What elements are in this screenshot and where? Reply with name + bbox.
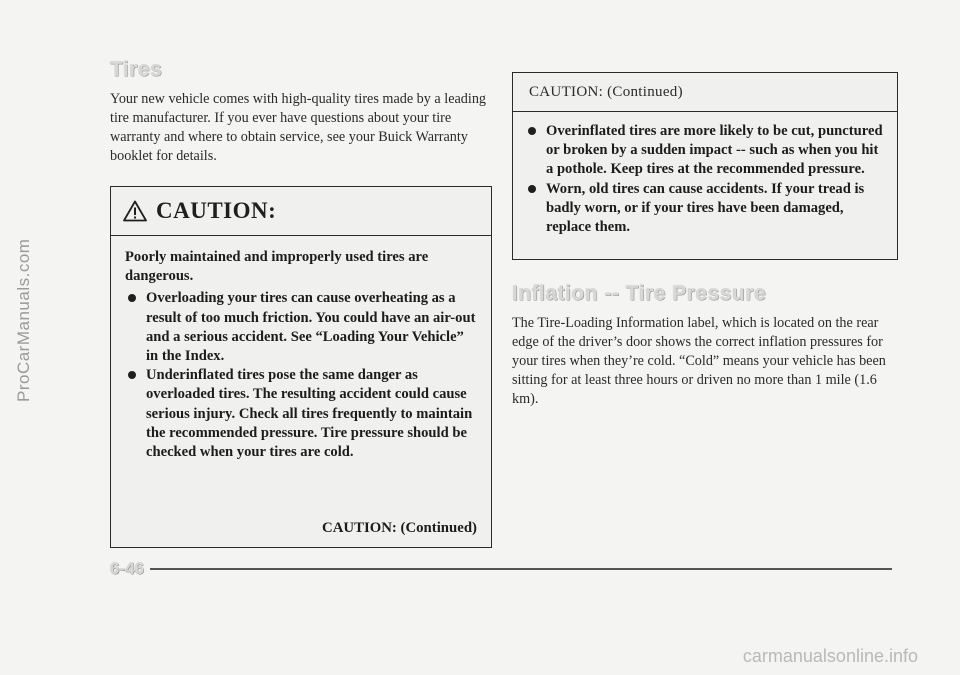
footer-rule <box>150 568 892 570</box>
caution-continued-content <box>513 112 897 237</box>
list-item <box>125 366 479 462</box>
bullet-text: Overloading your tires can cause overheating as a result of too much friction. You could have an air-out and a serious accident. See “Loading Your Vehicle” in the Index. <box>146 290 476 365</box>
tires-intro: Your new vehicle comes with high-quality tires made by a leading tire manufacturer. If you ever have questions about your tire warranty and where to obtain service, see your Buick Warranty booklet for details. <box>110 91 487 164</box>
caution-continued-heading: CAUTION: (Continued) <box>513 73 897 112</box>
left-column <box>110 58 490 548</box>
right-column <box>512 72 900 409</box>
caution-lead: Poorly maintained and improperly used tires are dangerous. <box>125 249 429 285</box>
page-number: 6-46 <box>110 559 145 578</box>
bullet-icon <box>528 185 536 193</box>
caution-bullets <box>125 289 479 462</box>
bullet-text: Underinflated tires pose the same danger as overloaded tires. The resulting accident could cause serious injury. Check all tires frequently to maintain the recommended pressure. Tire pressure should be checked when your tires are cold. <box>146 367 473 461</box>
warning-triangle-icon <box>123 200 147 222</box>
list-item <box>525 180 887 238</box>
inflation-body: The Tire-Loading Information label, which is located on the rear edge of the driver’s door shows the correct inflation pressures for your tires when they’re cold. “Cold” means your vehicle has been sitting for at least three hours or driven no more than 1 mile (1.6 km). <box>512 315 886 407</box>
bottom-watermark: carmanualsonline.info <box>742 646 918 666</box>
caution-content <box>111 236 491 462</box>
bullet-icon <box>528 127 536 135</box>
bullet-text: Overinflated tires are more likely to be cut, punctured or broken by a sudden impact -- such as when you hit a pothole. Keep tires at the recommended pressure. <box>546 123 883 178</box>
inflation-title: Inflation -- Tire Pressure <box>512 282 767 305</box>
page-footer <box>110 559 892 579</box>
caution-continued-label: CAUTION: (Continued) <box>322 520 477 536</box>
bullet-icon <box>128 371 136 379</box>
caution-continued-box <box>512 72 898 260</box>
side-watermark: ProCarManuals.com <box>14 238 33 402</box>
caution-box <box>110 186 492 548</box>
bullet-icon <box>128 294 136 302</box>
list-item <box>125 289 479 366</box>
bullet-text: Worn, old tires can cause accidents. If your tread is badly worn, or if your tires have been damaged, replace them. <box>546 180 865 236</box>
list-item <box>525 122 887 180</box>
caution-heading: CAUTION: <box>156 198 277 223</box>
caution-continued-bullets <box>525 122 887 237</box>
caution-header <box>111 187 491 236</box>
tires-title: Tires <box>110 58 163 81</box>
